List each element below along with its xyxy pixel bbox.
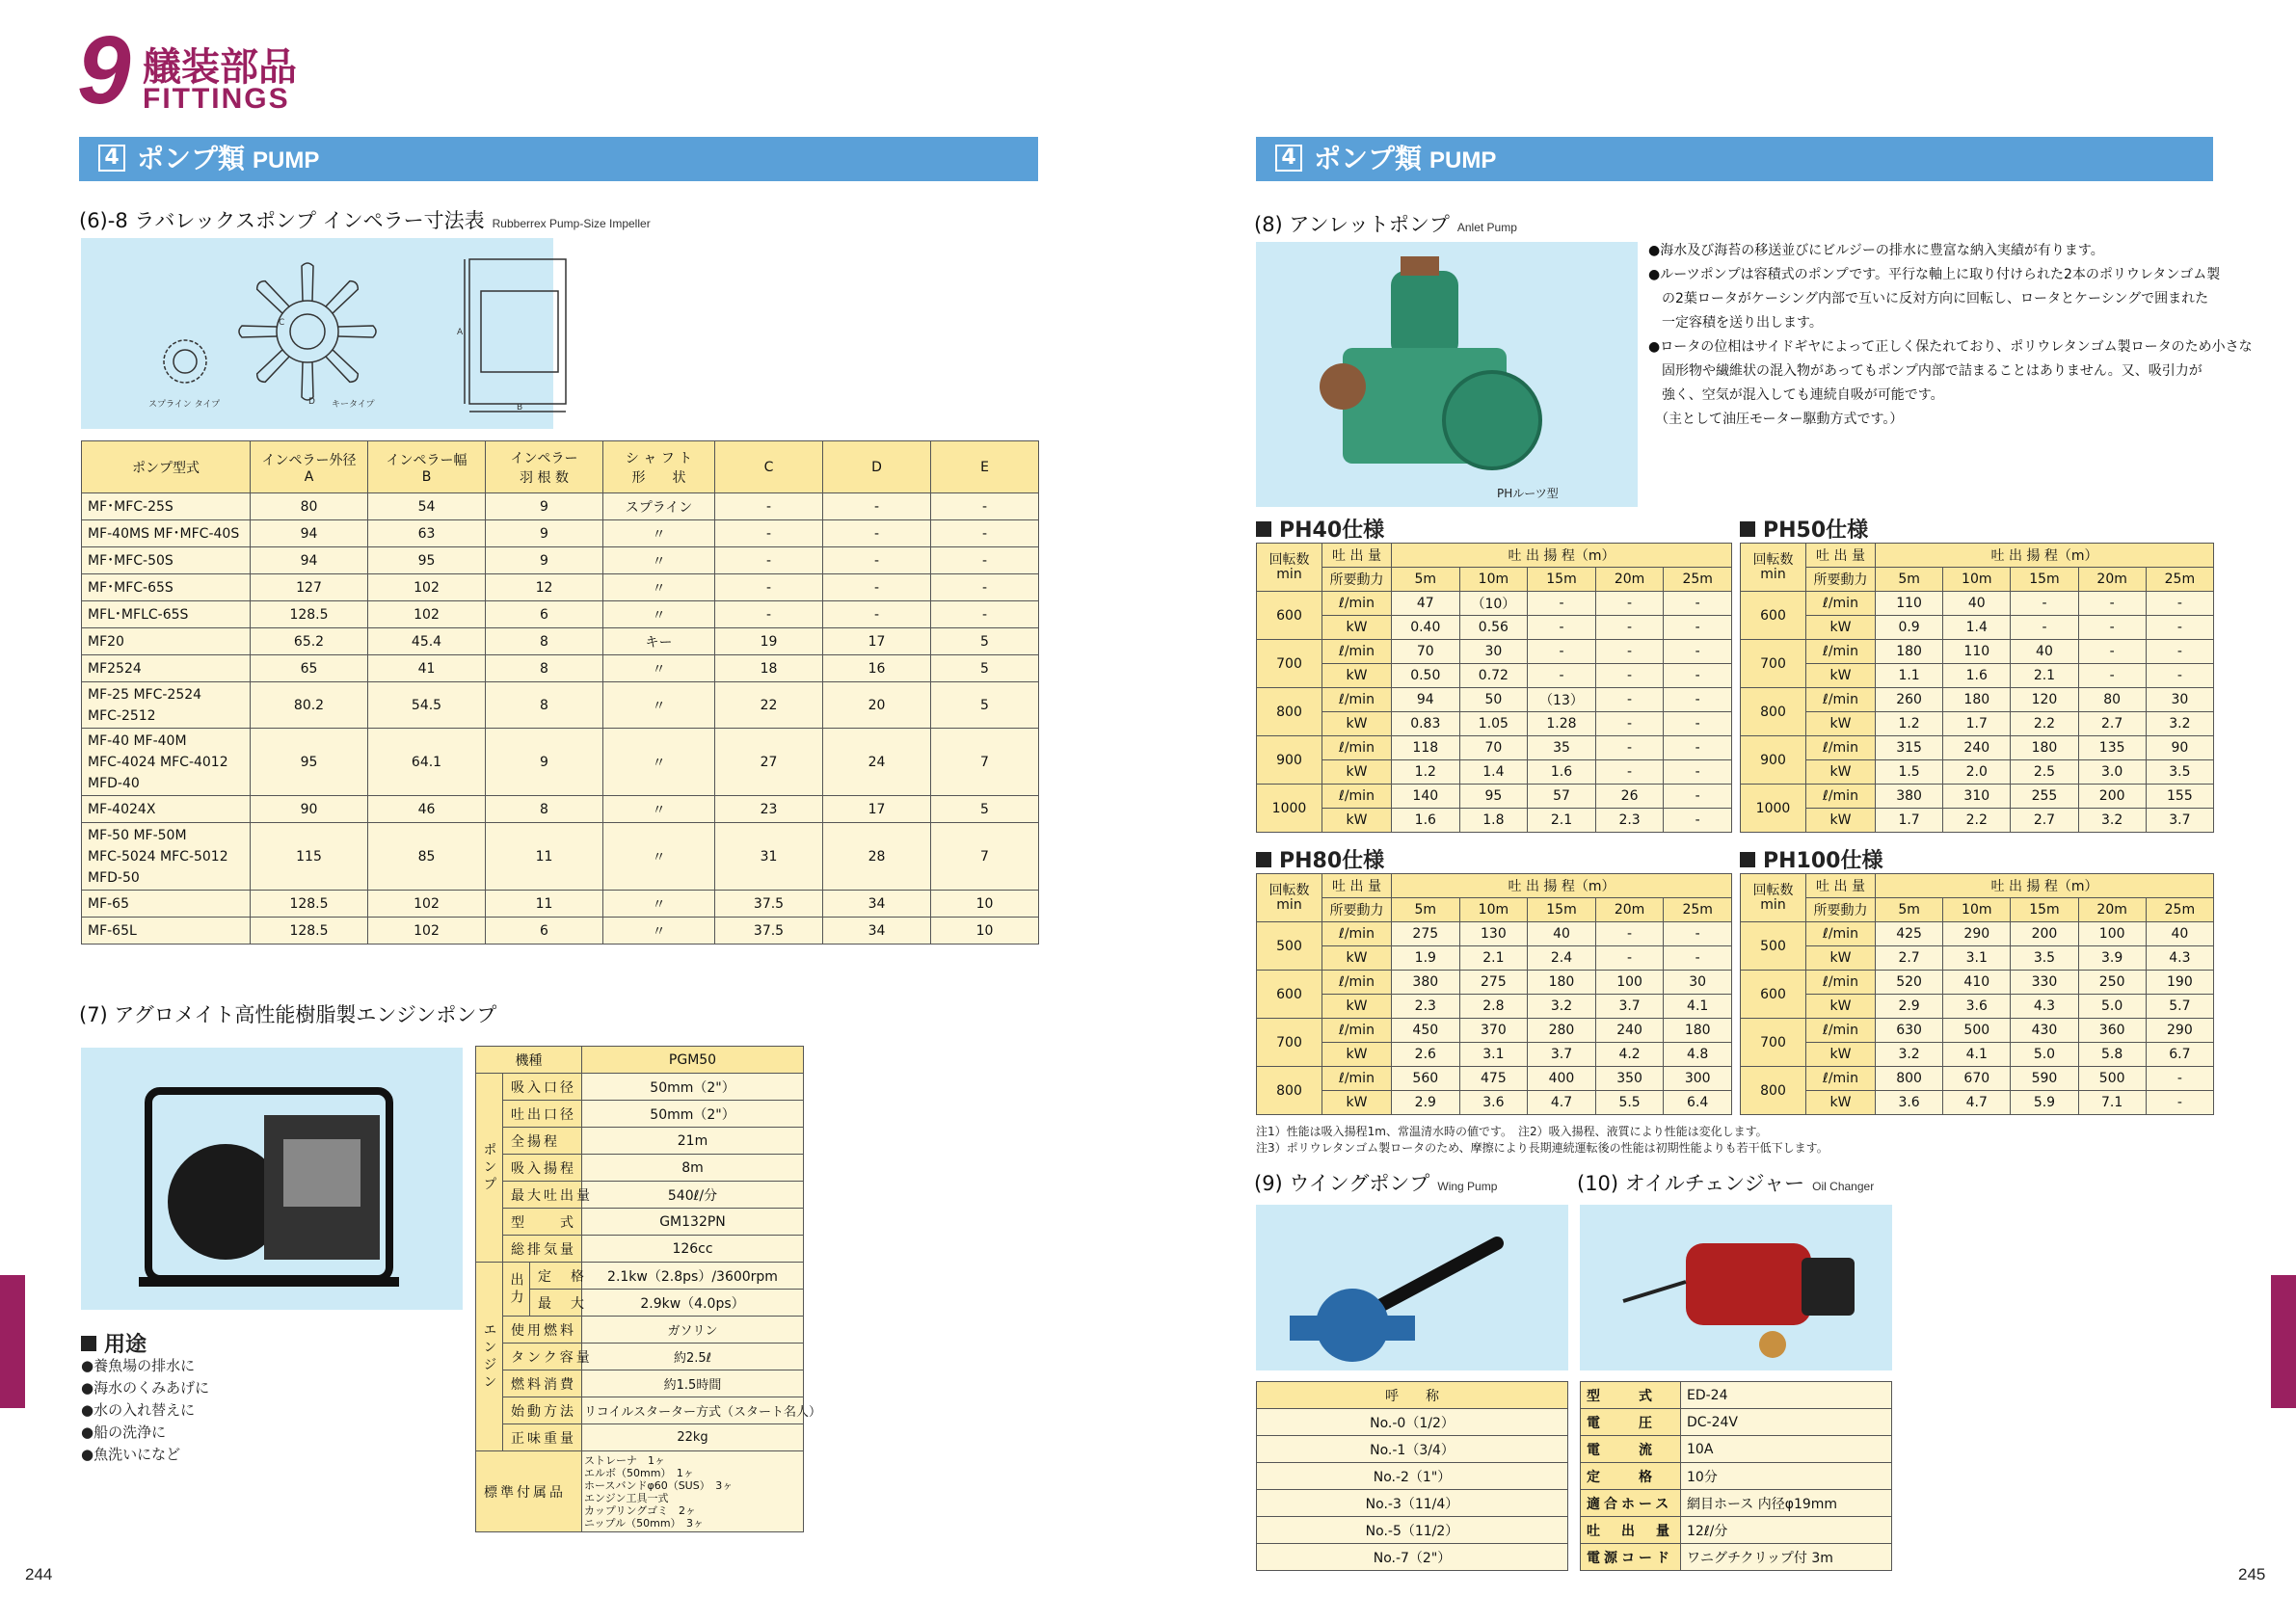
table-cell: 10 xyxy=(931,918,1039,945)
table-cell: 8 xyxy=(486,796,603,823)
table-cell: 94 xyxy=(251,547,368,574)
sec9-title: (9) ウイングポンプ Wing Pump xyxy=(1254,1172,1498,1195)
table-cell: 9 xyxy=(486,547,603,574)
c-label: C xyxy=(279,318,285,328)
table-cell: 8 xyxy=(486,628,603,655)
section-band-right xyxy=(1256,137,2213,181)
table-cell: - xyxy=(715,601,823,628)
spline-label: スプライン タイプ xyxy=(148,400,221,410)
table-cell: 〃 xyxy=(603,796,715,823)
table-cell: 64.1 xyxy=(368,729,486,796)
wing-pump-table: 呼 称 No.-0（1/2） No.-1（3/4） No.-2（1"） No.-3（11/4） No.-5（11/2） No.-7（2"） xyxy=(1256,1381,1568,1571)
table-cell: 16 xyxy=(823,655,931,682)
square-bullet-icon xyxy=(1256,521,1271,537)
table-cell: MF-65L xyxy=(82,918,251,945)
sec10-title: (10) オイルチェンジャー Oil Changer xyxy=(1577,1172,1875,1195)
table-row xyxy=(82,493,1039,520)
sec8-title: (8) アンレットポンプ Anlet Pump xyxy=(1254,213,1517,236)
table-cell: MF2524 xyxy=(82,655,251,682)
table-row xyxy=(82,655,1039,682)
table-cell: - xyxy=(823,547,931,574)
table-cell: - xyxy=(931,601,1039,628)
table-row xyxy=(82,628,1039,655)
a-label: A xyxy=(457,328,464,337)
table-cell: キー xyxy=(603,628,715,655)
table-cell: - xyxy=(931,520,1039,547)
use-item: ●魚洗いになど xyxy=(81,1446,181,1463)
d-label: D xyxy=(308,397,315,407)
table-cell: 34 xyxy=(823,918,931,945)
table-cell: 54.5 xyxy=(368,682,486,729)
table-cell: 7 xyxy=(931,729,1039,796)
anlet-description: ●海水及び海苔の移送並びにビルジーの排水に豊富な納入実績が有ります。 ●ルーツポンプは容積式のポンプです。平行な軸上に取り付けられた2本のポリウレタンゴム製 の2葉ロータがケーシング内部で互いに反対方向に回転し、ロータとケーシングで囲まれた 一定容積を送り出します。 ●ロータの位相はサイドギヤによって正しく保たれており、ポリウレタンゴム製ロータのため小さな 固形物や繊維状の混入物があってもポンプ内部で詰まることはありません。又、吸引力が 強く、空気が混入しても連続自吸が可能です。 （主として油圧モーター駆動方式です。） xyxy=(1648,243,2253,427)
table-cell: 80 xyxy=(251,493,368,520)
table-cell: 17 xyxy=(823,796,931,823)
table-cell: 65 xyxy=(251,655,368,682)
table-cell: MFL･MFLC-65S xyxy=(82,601,251,628)
ph100-title: PH100仕様 xyxy=(1740,844,1882,874)
table-cell: 19 xyxy=(715,628,823,655)
table-cell: 37.5 xyxy=(715,918,823,945)
band-title: ポンプ類 xyxy=(1314,143,1423,174)
table-cell: 8 xyxy=(486,682,603,729)
table-cell: 128.5 xyxy=(251,601,368,628)
table-cell: 11 xyxy=(486,823,603,891)
table-cell: 6 xyxy=(486,601,603,628)
wing-pump-photo xyxy=(1256,1205,1568,1370)
table-row xyxy=(82,729,1039,796)
square-bullet-icon xyxy=(1256,852,1271,867)
table-cell: MF･MFC-25S xyxy=(82,493,251,520)
table-cell: 〃 xyxy=(603,918,715,945)
table-cell: 45.4 xyxy=(368,628,486,655)
table-row xyxy=(82,574,1039,601)
table-cell: - xyxy=(715,520,823,547)
table-cell: 85 xyxy=(368,823,486,891)
table-row xyxy=(82,918,1039,945)
wing-pump-image xyxy=(1256,1205,1568,1370)
band-title-en: PUMP xyxy=(253,147,320,173)
table-row xyxy=(82,891,1039,918)
impeller-table xyxy=(81,440,1039,945)
table-cell: 5 xyxy=(931,796,1039,823)
use-item: ●水の入れ替えに xyxy=(81,1401,196,1419)
impeller-drawing xyxy=(81,238,553,429)
oil-changer-image xyxy=(1580,1205,1892,1370)
table-cell: 〃 xyxy=(603,574,715,601)
band-title: ポンプ類 xyxy=(137,143,246,174)
engine-pump-photo xyxy=(81,1048,463,1310)
oil-changer-table: 型 式 ED-24 電 圧 DC-24V 電 流 10A 定 格 10分 適合ホース 網目ホース 内径φ19mm 吐 出 量 12ℓ/分 電源コード ワニグチクリップ付 3m xyxy=(1580,1381,1892,1571)
table-cell: 22 xyxy=(715,682,823,729)
band-title-en: PUMP xyxy=(1429,147,1497,173)
engine-pump-image xyxy=(81,1048,463,1310)
col-header: ポンプ型式 xyxy=(82,441,251,493)
table-row xyxy=(82,823,1039,891)
impeller-diagram xyxy=(81,238,553,429)
table-cell: 20 xyxy=(823,682,931,729)
table-cell: MF-40MS MF･MFC-40S xyxy=(82,520,251,547)
table-cell: 〃 xyxy=(603,891,715,918)
table-cell: 46 xyxy=(368,796,486,823)
table-cell: 102 xyxy=(368,918,486,945)
square-bullet-icon xyxy=(81,1336,96,1351)
table-cell: 102 xyxy=(368,601,486,628)
table-row xyxy=(82,796,1039,823)
table-cell: MF20 xyxy=(82,628,251,655)
page-number-right: 245 xyxy=(2238,1565,2266,1583)
table-row xyxy=(82,601,1039,628)
table-cell: 94 xyxy=(251,520,368,547)
table-cell: 95 xyxy=(368,547,486,574)
table-cell: MF-4024X xyxy=(82,796,251,823)
sec6-title: (6)-8 ラバレックスポンプ インペラー寸法表 Rubberrex Pump-Size Impeller xyxy=(79,209,651,232)
table-cell: 54 xyxy=(368,493,486,520)
table-cell: 128.5 xyxy=(251,918,368,945)
table-cell: - xyxy=(715,547,823,574)
table-cell: 115 xyxy=(251,823,368,891)
col-header: D xyxy=(823,441,931,493)
table-cell: - xyxy=(931,493,1039,520)
table-cell: MF･MFC-65S xyxy=(82,574,251,601)
table-cell: - xyxy=(931,547,1039,574)
section-band-left xyxy=(79,137,1038,181)
ph80-table: 回転数 min 吐 出 量 吐 出 揚 程（m） 所要動力 5m 10m 15m 20m 25m 500 ℓ/min 275 130 40 - - kW 1.9 2.1 2.4 - - 600 ℓ/min 380 275 180 100 30 kW 2.3 2.8 3.2 3.7 4.1 700 ℓ/min 450 370 280 240 180 kW 2.6 3.1 3.7 4.2 4.8 800 ℓ/min 560 475 400 350 300 kW 2.9 3.6 4.7 5.5 6.4 xyxy=(1256,873,1732,1115)
key-label: キータイプ xyxy=(332,400,375,410)
table-cell: 12 xyxy=(486,574,603,601)
table-cell: 128.5 xyxy=(251,891,368,918)
table-cell: 〃 xyxy=(603,823,715,891)
table-cell: 34 xyxy=(823,891,931,918)
engine-pump-spec: 機種 PGM50 ポンプ 吸入口径 50mm（2"） 吐出口径 50mm（2"） 全揚程 21m 吸入揚程 8m 最大吐出量 540ℓ/分 型 式 GM132PN 総排気量 126cc エンジン 出力 定 格 2.1kw（2.8ps）/3600rpm 最 大 2.9kw（4.0ps） 使用燃料 ガソリン タンク容量 約2.5ℓ 燃料消費 約1.5時間 始動方法 リコイルスターター方式（スタート名人） 正味重量 22kg 標準付属品 ストレーナ 1ヶ エルボ（50mm） 1ヶ ホースバンドφ60（SUS） 3ヶ エンジン工具一式 カップリングゴミ 2ヶ ニップル（50mm） 3ヶ xyxy=(475,1046,804,1532)
table-row xyxy=(82,547,1039,574)
table-cell: 24 xyxy=(823,729,931,796)
table-cell: MF-40 MF-40M MFC-4024 MFC-4012 MFD-40 xyxy=(82,729,251,796)
table-cell: 95 xyxy=(251,729,368,796)
table-cell: 〃 xyxy=(603,520,715,547)
table-cell: MF･MFC-50S xyxy=(82,547,251,574)
table-cell: 〃 xyxy=(603,547,715,574)
table-cell: MF-25 MFC-2524 MFC-2512 xyxy=(82,682,251,729)
table-cell: - xyxy=(931,574,1039,601)
band-number: 4 xyxy=(98,145,125,172)
table-cell: 〃 xyxy=(603,655,715,682)
table-cell: 9 xyxy=(486,729,603,796)
table-cell: 9 xyxy=(486,520,603,547)
use-item: ●養魚場の排水に xyxy=(81,1357,196,1374)
table-cell: - xyxy=(823,601,931,628)
table-cell: 17 xyxy=(823,628,931,655)
right-edge-tab xyxy=(2271,1275,2296,1408)
table-cell: 31 xyxy=(715,823,823,891)
chapter-number: 9 xyxy=(77,16,131,124)
table-cell: 〃 xyxy=(603,682,715,729)
col-header: インペラー幅 B xyxy=(368,441,486,493)
table-cell: 8 xyxy=(486,655,603,682)
table-cell: 37.5 xyxy=(715,891,823,918)
table-cell: MF-50 MF-50M MFC-5024 MFC-5012 MFD-50 xyxy=(82,823,251,891)
col-header: シ ャ フ ト 形 状 xyxy=(603,441,715,493)
table-cell: 9 xyxy=(486,493,603,520)
table-cell: MF-65 xyxy=(82,891,251,918)
table-cell: - xyxy=(823,574,931,601)
table-row xyxy=(82,520,1039,547)
chapter-title-en: FITTINGS xyxy=(143,83,290,115)
table-cell: 18 xyxy=(715,655,823,682)
oil-changer-photo xyxy=(1580,1205,1892,1370)
left-edge-tab xyxy=(0,1275,25,1408)
anlet-pump-photo xyxy=(1256,242,1638,507)
ph50-title: PH50仕様 xyxy=(1740,514,1868,544)
table-cell: 41 xyxy=(368,655,486,682)
square-bullet-icon xyxy=(1740,852,1755,867)
table-cell: 102 xyxy=(368,891,486,918)
ph100-table: 回転数 min 吐 出 量 吐 出 揚 程（m） 所要動力 5m 10m 15m 20m 25m 500 ℓ/min 425 290 200 100 40 kW 2.7 3.1 3.5 3.9 4.3 600 ℓ/min 520 410 330 250 190 kW 2.9 3.6 4.3 5.0 5.7 700 ℓ/min 630 500 430 360 290 kW 3.2 4.1 5.0 5.8 6.7 800 ℓ/min 800 670 590 500 - kW 3.6 4.7 5.9 7.1 - xyxy=(1740,873,2214,1115)
photo-caption: PHルーツ型 xyxy=(1497,487,1559,500)
table-cell: 7 xyxy=(931,823,1039,891)
table-cell: 27 xyxy=(715,729,823,796)
table-cell: 65.2 xyxy=(251,628,368,655)
uses-list xyxy=(81,1355,209,1466)
sec7-title: (7) アグロメイト高性能樹脂製エンジンポンプ xyxy=(79,1003,497,1026)
anlet-pump-image xyxy=(1256,242,1638,507)
square-bullet-icon xyxy=(1740,521,1755,537)
table-cell: - xyxy=(823,520,931,547)
table-cell: 6 xyxy=(486,918,603,945)
table-cell: 10 xyxy=(931,891,1039,918)
use-item: ●海水のくみあげに xyxy=(81,1379,210,1397)
use-item: ●船の洗浄に xyxy=(81,1423,167,1441)
table-cell: - xyxy=(715,574,823,601)
table-cell: 90 xyxy=(251,796,368,823)
col-header: インペラー 羽 根 数 xyxy=(486,441,603,493)
col-header: E xyxy=(931,441,1039,493)
table-cell: 5 xyxy=(931,655,1039,682)
ph80-title: PH80仕様 xyxy=(1256,844,1384,874)
table-cell: 28 xyxy=(823,823,931,891)
ph50-table: 回転数 min 吐 出 量 吐 出 揚 程（m） 所要動力 5m 10m 15m 20m 25m 600 ℓ/min 110 40 - - - kW 0.9 1.4 - - - 700 ℓ/min 180 110 40 - - kW 1.1 1.6 2.1 - - 800 ℓ/min 260 180 120 80 30 kW 1.2 1.7 2.2 2.7 3.2 900 ℓ/min 315 240 180 135 90 kW 1.5 2.0 2.5 3.0 3.5 1000 ℓ/min 380 310 255 200 155 kW 1.7 2.2 2.7 3.2 3.7 xyxy=(1740,543,2214,833)
table-cell: 23 xyxy=(715,796,823,823)
table-cell: 102 xyxy=(368,574,486,601)
table-cell: 80.2 xyxy=(251,682,368,729)
table-cell: - xyxy=(715,493,823,520)
band-number: 4 xyxy=(1275,145,1302,172)
table-cell: - xyxy=(823,493,931,520)
table-cell: 〃 xyxy=(603,601,715,628)
table-cell: 5 xyxy=(931,628,1039,655)
table-row xyxy=(82,682,1039,729)
table-cell: 11 xyxy=(486,891,603,918)
col-header: C xyxy=(715,441,823,493)
table-cell: 63 xyxy=(368,520,486,547)
b-label: B xyxy=(517,403,523,412)
ph40-table: 回転数 min 吐 出 量 吐 出 揚 程（m） 所要動力 5m 10m 15m 20m 25m 600 ℓ/min 47 （10） - - - kW 0.40 0.56 - - - 700 ℓ/min 70 30 - - - kW 0.50 0.72 - - - 800 ℓ/min 94 50 （13） - - kW 0.83 1.05 1.28 - - 900 ℓ/min 118 70 35 - - kW 1.2 1.4 1.6 - - 1000 ℓ/min 140 95 57 26 - kW 1.6 1.8 2.1 2.3 - xyxy=(1256,543,1732,833)
notes: 注1）性能は吸入揚程1m、常温清水時の値です。 注2）吸入揚程、液質により性能は変化します。 注3）ポリウレタンゴム製ロータのため、摩擦により長期連続運転後の性能は初期性能よりも若干低下します。 xyxy=(1256,1125,1829,1155)
table-cell: 〃 xyxy=(603,729,715,796)
uses-title: 用途 xyxy=(81,1328,147,1358)
ph40-title: PH40仕様 xyxy=(1256,514,1384,544)
table-cell: スプライン xyxy=(603,493,715,520)
page-number-left: 244 xyxy=(25,1565,53,1583)
table-cell: 5 xyxy=(931,682,1039,729)
table-cell: 127 xyxy=(251,574,368,601)
chapter-title-jp: 艤装部品 xyxy=(143,45,297,90)
col-header: インペラー外径 A xyxy=(251,441,368,493)
